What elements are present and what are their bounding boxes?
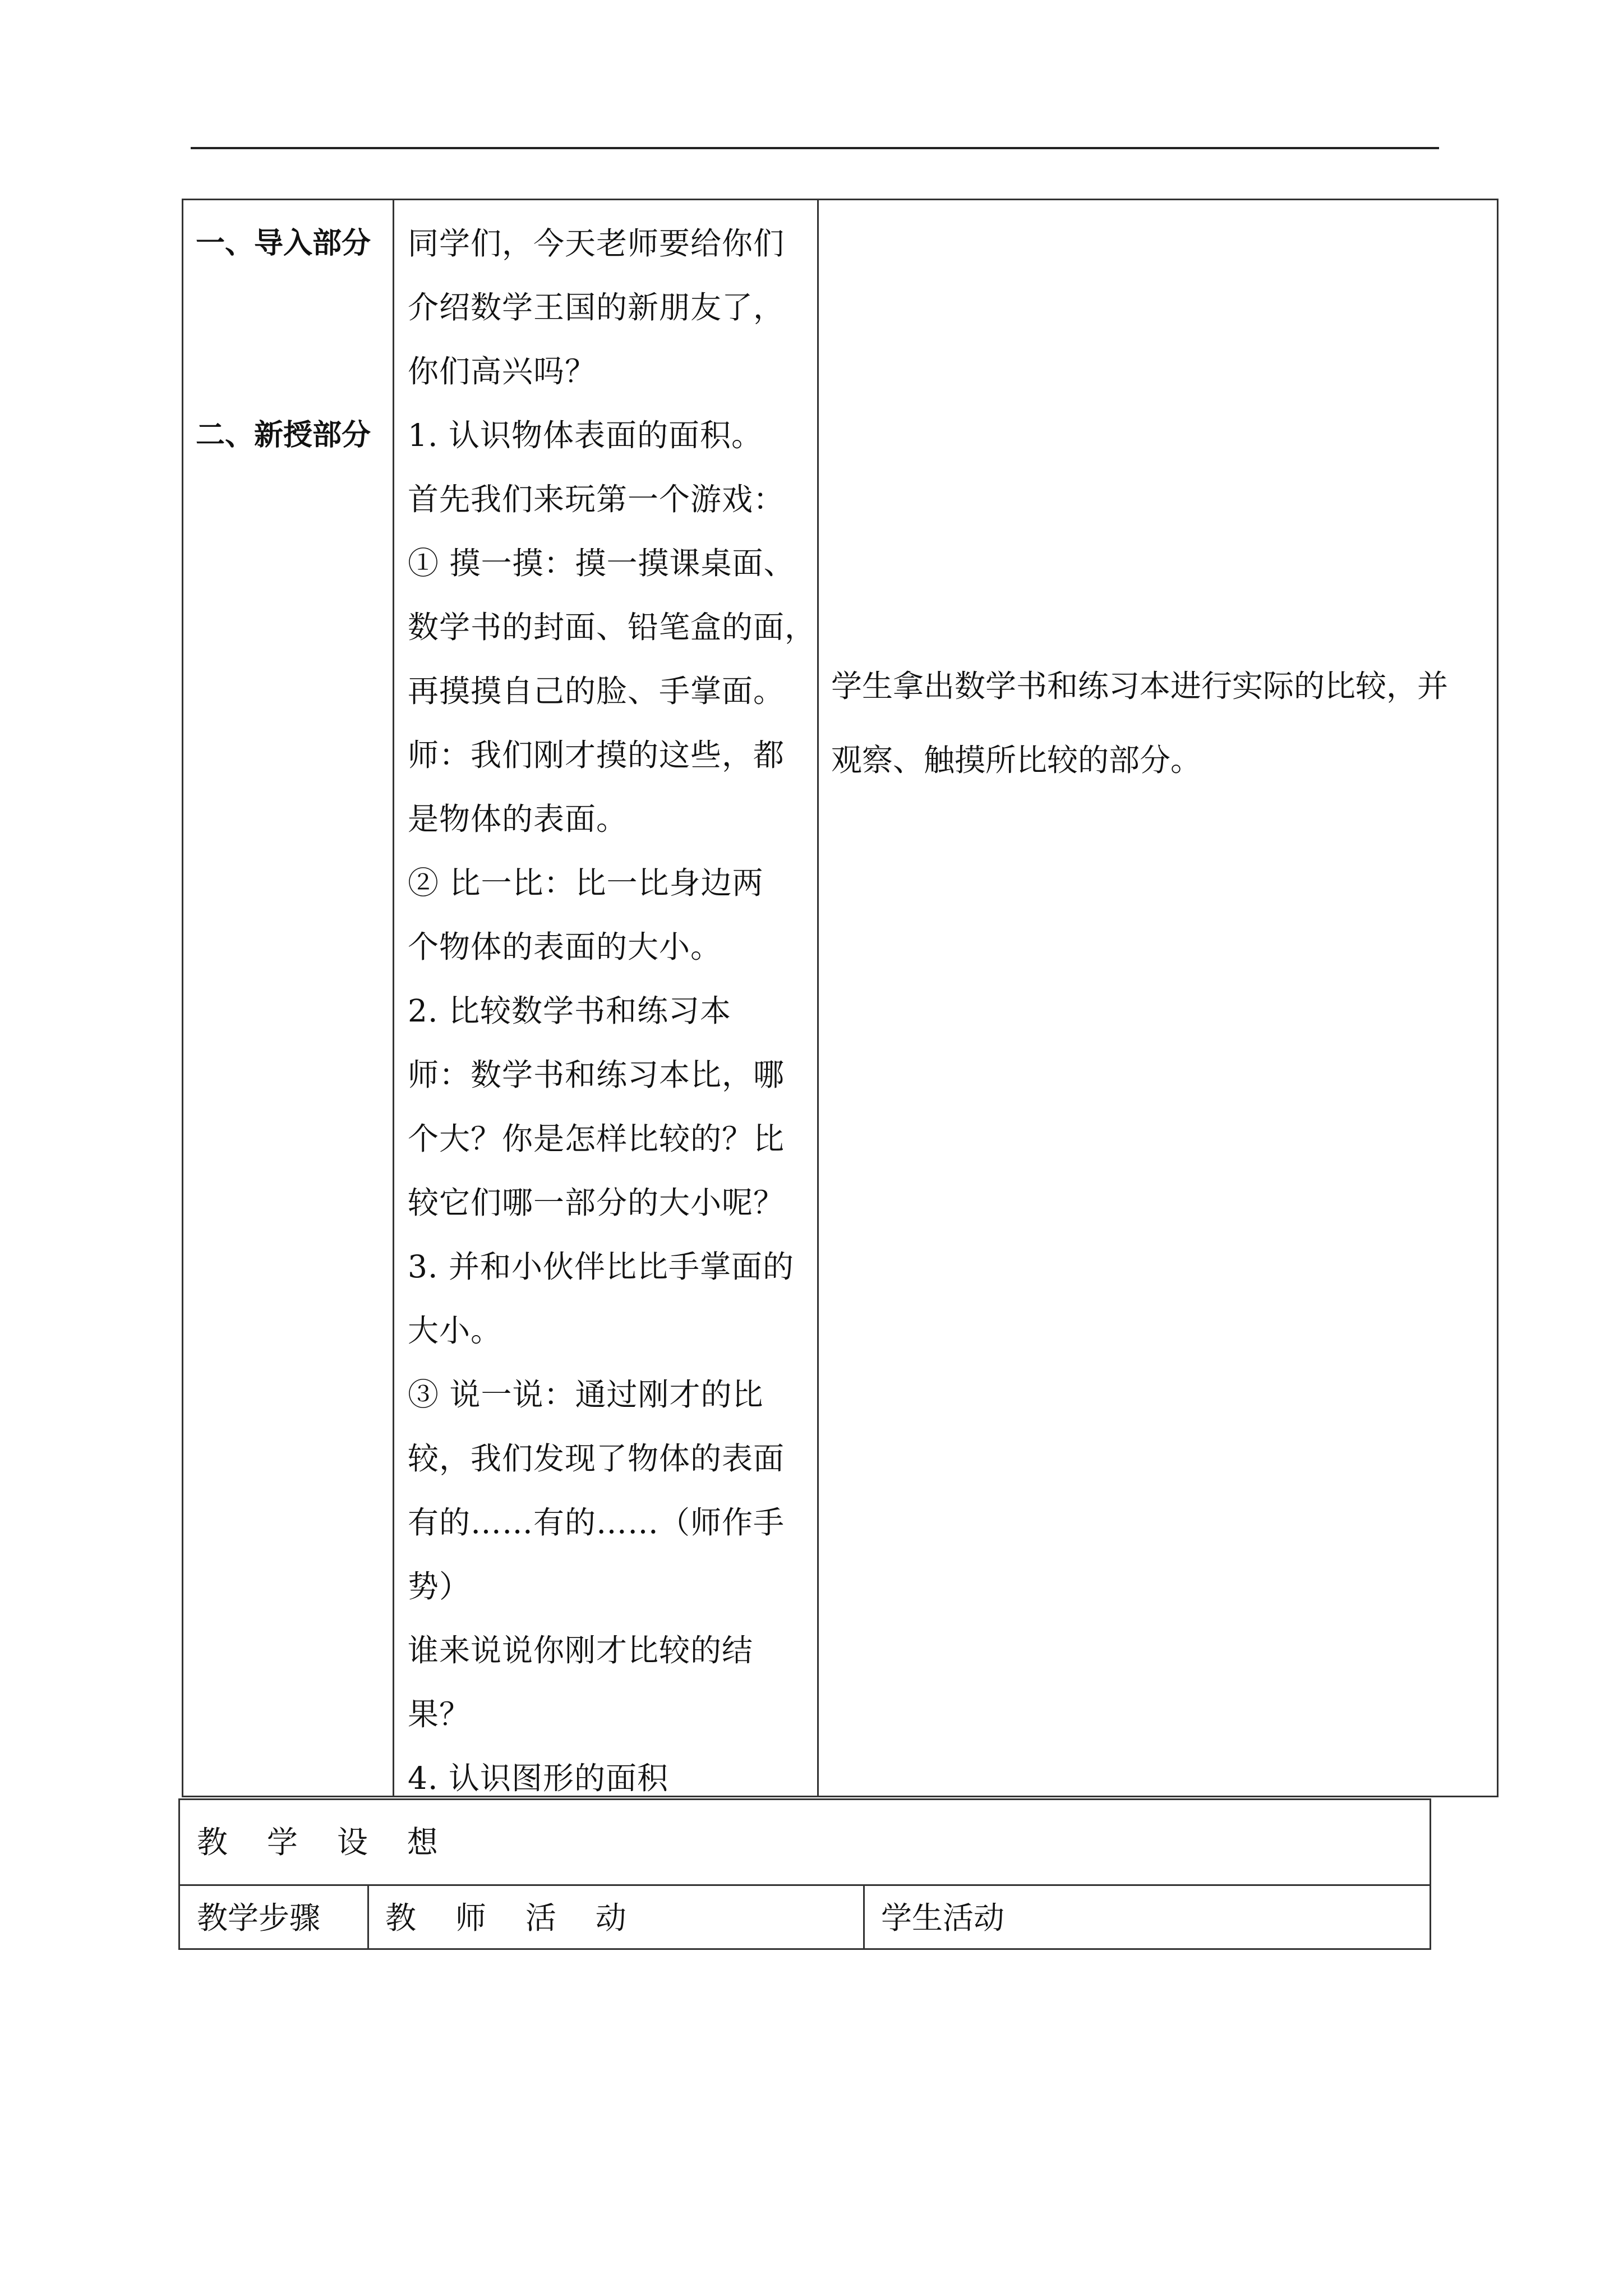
teacher-line: 有的……有的……（师作手 — [408, 1504, 785, 1540]
design-title: 教 学 设 想 — [197, 1824, 438, 1860]
teacher-line: 个物体的表面的大小。 — [408, 929, 722, 965]
teacher-line: 谁来说说你刚才比较的结 — [408, 1632, 754, 1668]
teacher-line: ① 摸一摸：摸一摸课桌面、 — [408, 545, 795, 581]
teacher-line: 4. 认识图形的面积 — [408, 1760, 668, 1796]
header-rule — [191, 147, 1439, 149]
teacher-activity-column — [408, 211, 817, 1810]
column-divider — [367, 1884, 369, 1948]
teacher-line: 较它们哪一部分的大小呢？ — [408, 1185, 785, 1221]
teacher-line: 再摸摸自己的脸、手掌面。 — [408, 673, 785, 709]
teacher-line: 3. 并和小伙伴比比手掌面的 — [408, 1249, 794, 1285]
student-activity-column — [831, 649, 1482, 797]
student-line: 观察、触摸所比较的部分。 — [831, 742, 1202, 778]
header-steps: 教学步骤 — [197, 1900, 321, 1936]
teacher-line: 首先我们来玩第一个游戏： — [408, 481, 785, 517]
teacher-line: 师：数学书和练习本比，哪 — [408, 1057, 785, 1093]
teacher-line: 势） — [408, 1568, 471, 1604]
teacher-line: ② 比一比：比一比身边两 — [408, 865, 764, 901]
section-label-new-lesson: 二、新授部分 — [196, 418, 371, 452]
teacher-line: 1. 认识物体表面的面积。 — [408, 417, 763, 453]
header-teacher-activity: 教 师 活 动 — [385, 1900, 626, 1936]
teacher-line: 介绍数学王国的新朋友了， — [408, 289, 785, 325]
teacher-line: 师：我们刚才摸的这些，都 — [408, 737, 785, 773]
header-student-activity: 学生活动 — [881, 1900, 1005, 1936]
student-line: 学生拿出数学书和练习本进行实际的比较，并 — [831, 668, 1449, 704]
teacher-line: 个大？你是怎样比较的？比 — [408, 1121, 785, 1157]
teacher-line: 同学们，今天老师要给你们 — [408, 226, 785, 261]
teacher-line: 大小。 — [408, 1313, 502, 1349]
lesson-table — [182, 199, 1498, 1797]
teacher-line: 较，我们发现了物体的表面 — [408, 1441, 785, 1476]
teacher-line: 果？ — [408, 1696, 471, 1732]
column-divider — [863, 1884, 865, 1948]
column-divider — [393, 200, 394, 1796]
teacher-line: ③ 说一说：通过刚才的比 — [408, 1377, 764, 1412]
teacher-line: 2. 比较数学书和练习本 — [408, 993, 731, 1029]
teacher-line: 数学书的封面、铅笔盒的面， — [408, 609, 817, 645]
section-label-intro: 一、导入部分 — [196, 226, 371, 260]
column-divider — [817, 200, 819, 1796]
design-table — [178, 1798, 1431, 1950]
teacher-line: 你们高兴吗？ — [408, 353, 597, 389]
teacher-line: 是物体的表面。 — [408, 801, 628, 837]
